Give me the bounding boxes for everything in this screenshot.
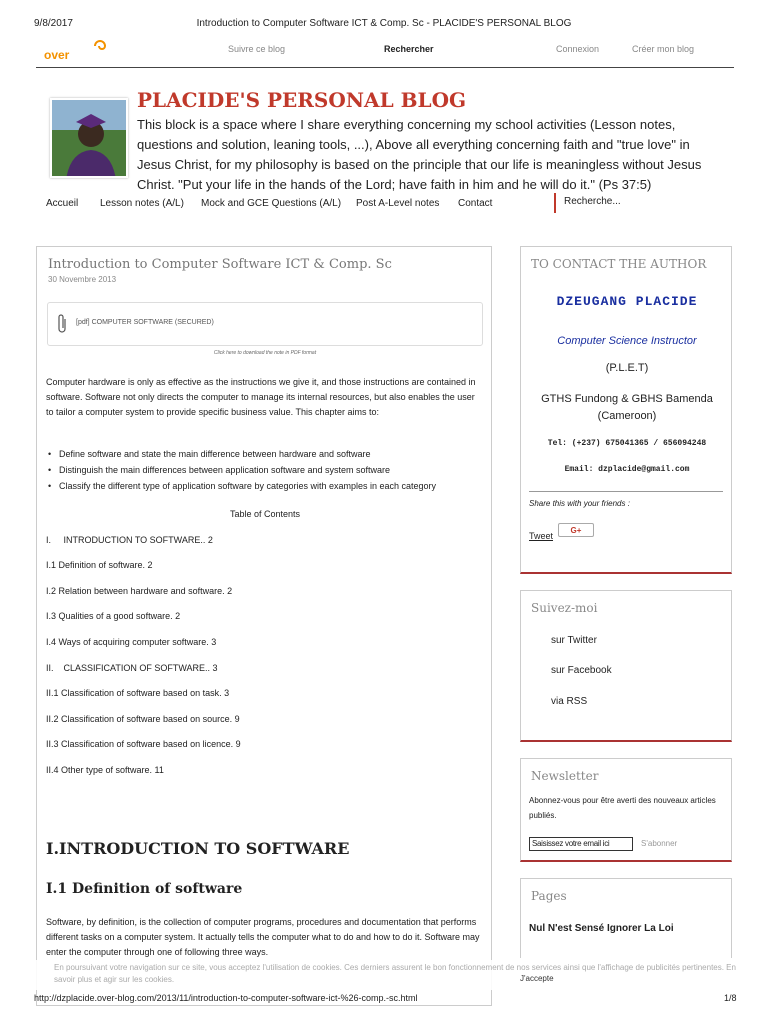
toc-item[interactable]: I. INTRODUCTION TO SOFTWARE.. 2	[46, 535, 213, 545]
article-date: 30 Novembre 2013	[48, 275, 117, 284]
follow-blog-link[interactable]: Suivre ce blog	[228, 44, 286, 54]
author-role: Computer Science Instructor	[557, 335, 697, 347]
contact-widget	[520, 246, 732, 574]
author-email: Email: dzplacide@gmail.com	[564, 465, 690, 474]
pdf-hint: Click here to download the note in PDF format	[213, 350, 317, 356]
section-heading: I.INTRODUCTION TO SOFTWARE	[46, 839, 350, 858]
share-label: Share this with your friends :	[529, 499, 630, 508]
create-blog-link[interactable]: Créer mon blog	[632, 44, 695, 54]
toc-item[interactable]: II. CLASSIFICATION OF SOFTWARE.. 3	[46, 663, 218, 673]
definition-paragraph: Software, by definition, is the collection of computer programs, procedures and documentation that performs different tasks on a computer system. It actually tells the computer what to do and how to do it. Software may enter the computer through one of following three ways.	[46, 917, 480, 957]
cookie-accept-button[interactable]: J'accepte	[520, 974, 554, 983]
print-header-title: Introduction to Computer Software ICT & Comp. Sc - PLACIDE'S PERSONAL BLOG	[196, 18, 572, 29]
newsletter-text: Abonnez-vous pour être averti des nouveaux articles publiés.	[529, 796, 716, 820]
cookie-banner	[0, 960, 768, 990]
toc-item[interactable]: II.2 Classification of software based on source. 9	[46, 714, 240, 724]
article-title: Introduction to Computer Software ICT & Comp. Sc	[48, 257, 392, 272]
top-bar	[36, 34, 734, 68]
follow-twitter-link[interactable]: sur Twitter	[551, 635, 597, 646]
main-menu	[36, 196, 734, 216]
list-item: • Distinguish the main differences between application software and system software	[47, 462, 483, 478]
list-item: • Define software and state the main difference between hardware and software	[47, 446, 483, 462]
toc-item[interactable]: II.1 Classification of software based on task. 3	[46, 688, 230, 698]
author-schools: GTHS Fundong & GBHS Bamenda (Cameroon)	[541, 393, 713, 422]
print-url: http://dzplacide.over-blog.com/2013/11/introduction-to-computer-software-ict-%26-comp.-sc.html	[34, 993, 418, 1003]
swirl-icon[interactable]	[92, 38, 108, 54]
blog-title[interactable]: PLACIDE'S PERSONAL BLOG	[137, 88, 467, 112]
subscribe-button[interactable]: S'abonner	[641, 839, 678, 848]
newsletter-title: Newsletter	[531, 769, 599, 783]
page-link[interactable]: Nul N'est Sensé Ignorer La Loi	[529, 923, 674, 934]
tweet-link[interactable]: Tweet	[529, 531, 554, 541]
paperclip-icon	[56, 313, 68, 335]
intro-paragraph: Computer hardware is only as effective as the instructions we give it, and those instructions are contained in software. Software not only directs the computer to manage its internal resources, but also enables the user to tailor a computer system to provide specific business value. This chapter aims to:	[46, 377, 476, 417]
author-avatar	[50, 98, 128, 178]
objectives-list	[47, 446, 483, 494]
pages-widget	[520, 878, 732, 958]
author-plet: (P.L.E.T)	[605, 362, 649, 374]
toc-item[interactable]: II.4 Other type of software. 11	[46, 765, 164, 775]
contact-title: TO CONTACT THE AUTHOR	[531, 257, 707, 271]
login-link[interactable]: Connexion	[556, 44, 600, 54]
article	[36, 246, 492, 1006]
pdf-label[interactable]: [pdf] COMPUTER SOFTWARE (SECURED)	[76, 319, 214, 326]
toc-item[interactable]: I.1 Definition of software. 2	[46, 560, 153, 570]
author-name: DZEUGANG PLACIDE	[556, 294, 698, 309]
follow-rss-link[interactable]: via RSS	[551, 696, 588, 707]
menu-item-lesson-notes[interactable]: Lesson notes (A/L)	[100, 198, 184, 209]
menu-item-mock-gce[interactable]: Mock and GCE Questions (A/L)	[201, 198, 342, 209]
email-field[interactable]: Saisissez votre email ici	[529, 837, 633, 851]
follow-widget	[520, 590, 732, 742]
toc-title: Table of Contents	[229, 509, 301, 519]
list-item: • Classify the different type of application software by categories with examples in each category	[47, 478, 483, 494]
divider	[529, 491, 723, 492]
author-phone: Tel: (+237) 675041365 / 656094248	[547, 439, 707, 448]
menu-item-post-alevel[interactable]: Post A-Level notes	[356, 198, 440, 209]
toc-item[interactable]: I.2 Relation between hardware and software. 2	[46, 586, 233, 596]
blog-description: This block is a space where I share everything concerning my school activities (Lesson notes, questions and solution, leaning tools, ...), Above all everything concerning faith and "true love" in Jesus Christ, for my philosophy is based on the principle that our life is meaningless without Jesus Christ. "Put your life in the hands of the Lord; have faith in him and he will do it." (Ps 37:5)	[137, 117, 702, 192]
brand-logo[interactable]: over	[44, 48, 70, 62]
toc-item[interactable]: I.4 Ways of acquiring computer software. 3	[46, 637, 217, 647]
pdf-download-box[interactable]	[47, 302, 483, 346]
cookie-text: En poursuivant votre navigation sur ce site, vous acceptez l'utilisation de cookies. Ces derniers assurent le bon fonctionnement de nos services ainsi que l'affichage de publicités pertinentes. En savoir plus et agir sur les cookies.	[54, 963, 736, 984]
pages-title: Pages	[531, 889, 567, 903]
menu-item-home[interactable]: Accueil	[46, 198, 79, 209]
subsection-heading: I.1 Definition of software	[46, 881, 243, 897]
toc-item[interactable]: II.3 Classification of software based on licence. 9	[46, 739, 241, 749]
search-link[interactable]: Rechercher	[384, 44, 434, 54]
menu-item-contact[interactable]: Contact	[458, 198, 493, 209]
print-page-number: 1/8	[724, 993, 737, 1003]
menu-search-input[interactable]: Recherche...	[554, 193, 710, 213]
follow-facebook-link[interactable]: sur Facebook	[551, 665, 612, 676]
google-plus-button[interactable]: G+	[558, 523, 594, 537]
follow-title: Suivez-moi	[531, 601, 598, 615]
newsletter-widget	[520, 758, 732, 862]
toc-item[interactable]: I.3 Qualities of a good software. 2	[46, 611, 181, 621]
print-date: 9/8/2017	[34, 18, 73, 29]
